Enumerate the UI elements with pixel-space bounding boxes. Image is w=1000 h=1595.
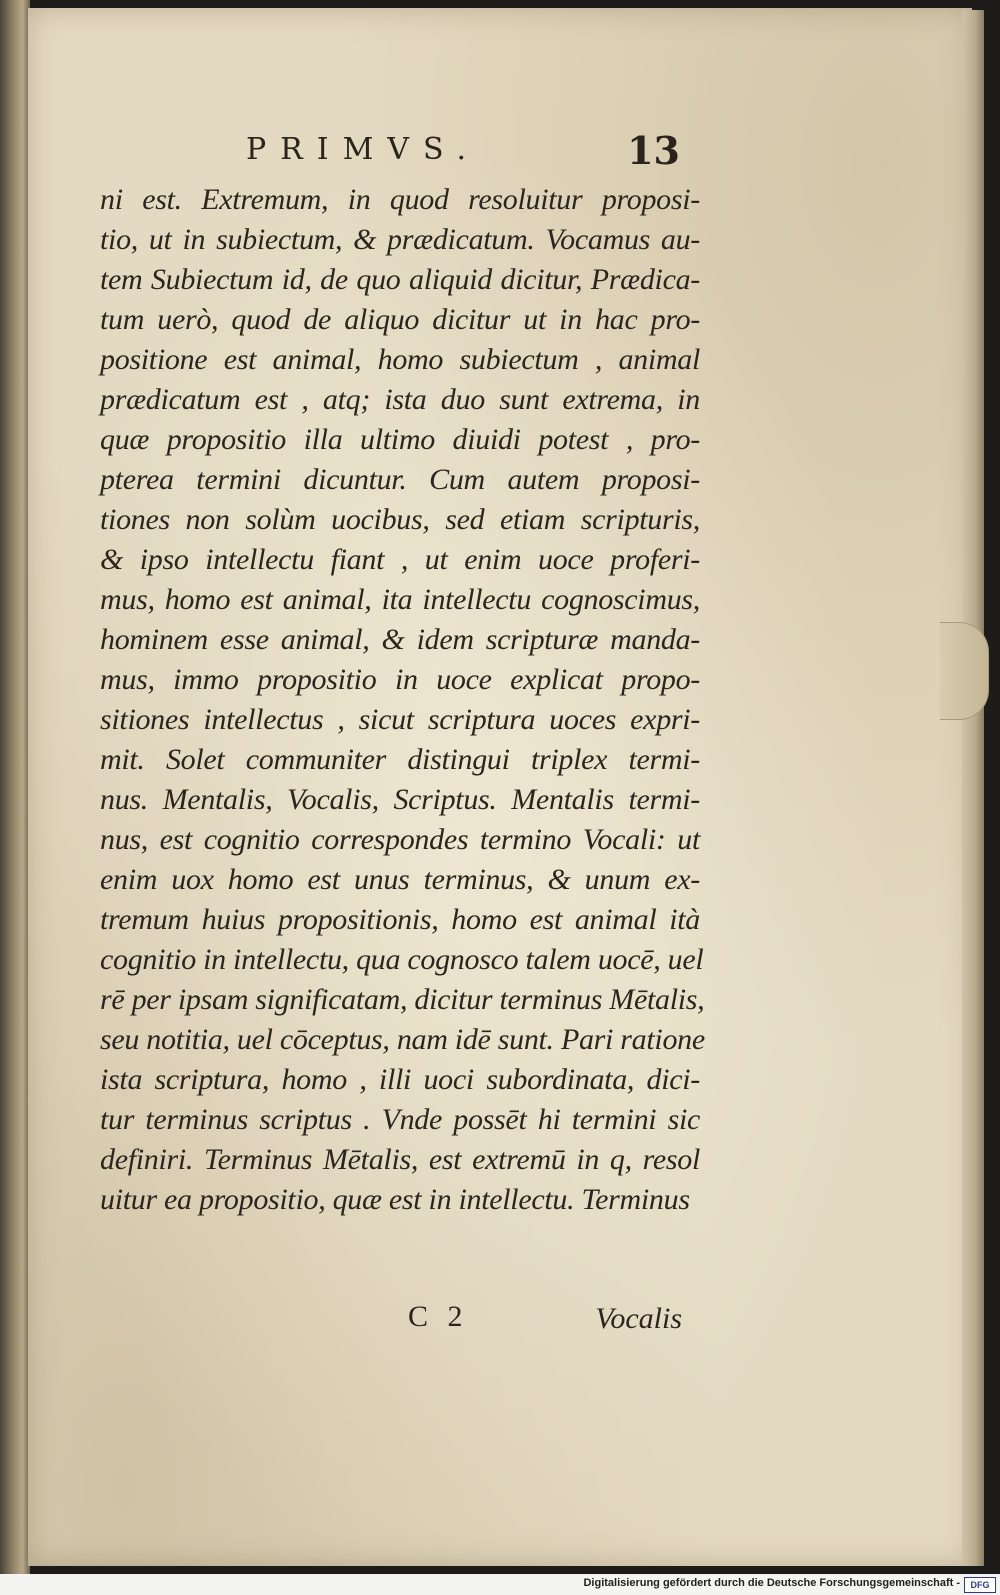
text-line: mit. Solet communiter distingui triplex termi- — [100, 743, 700, 776]
running-head: PRIMVS. — [246, 132, 481, 167]
text-line: hominem esse animal, & idem scripturæ manda- — [100, 623, 700, 656]
text-line: tiones non solùm uocibus, sed etiam scripturis, — [100, 503, 700, 536]
text-line: cognitio in intellectu, qua cognosco talem uocē, uel — [100, 943, 704, 976]
text-line: tur terminus scriptus . Vnde possēt hi termini sic — [100, 1103, 700, 1136]
text-line: ni est. Extremum, in quod resoluitur proposi- — [100, 183, 700, 216]
book-left-edge — [0, 0, 30, 1574]
text-line: enim uox homo est unus terminus, & unum ex- — [100, 863, 700, 896]
text-line: pterea termini dicuntur. Cum autem proposi- — [100, 463, 700, 496]
page-number: 13 — [627, 128, 680, 173]
page-header — [240, 128, 680, 172]
text-line: mus, homo est animal, ita intellectu cognoscimus, — [100, 583, 700, 616]
credit-bar — [0, 1574, 1000, 1595]
text-line: definiri. Terminus Mētalis, est extremū in q, resol — [100, 1143, 700, 1176]
page-tab-clip — [940, 622, 989, 720]
body-text — [100, 180, 705, 1220]
signature-mark: C 2 — [408, 1300, 469, 1333]
credit-text: Digitalisierung gefördert durch die Deutsche Forschungsgemeinschaft - — [583, 1577, 960, 1589]
text-line: sitiones intellectus , sicut scriptura uoces expri- — [100, 703, 700, 736]
text-line: seu notitia, uel cōceptus, nam idē sunt. Pari ratione — [100, 1023, 705, 1056]
text-line: rē per ipsam significatam, dicitur terminus Mētalis, — [100, 983, 705, 1016]
book-fore-edge — [962, 10, 984, 1566]
text-line: tem Subiectum id, de quo aliquid dicitur, Prædica- — [100, 263, 700, 296]
text-line: & ipso intellectu fiant , ut enim uoce proferi- — [100, 543, 700, 576]
text-line: tum uerò, quod de aliquo dicitur ut in hac pro- — [100, 303, 700, 336]
dfg-logo: DFG — [964, 1577, 996, 1593]
text-line: ista scriptura, homo , illi uoci subordinata, dici- — [100, 1063, 700, 1096]
text-line: positione est animal, homo subiectum , animal — [100, 343, 700, 376]
text-line: quæ propositio illa ultimo diuidi potest , pro- — [100, 423, 700, 456]
text-line: tremum huius propositionis, homo est animal ità — [100, 903, 700, 936]
text-line: uitur ea propositio, quæ est in intellectu. Terminus — [100, 1183, 690, 1216]
text-line: nus, est cognitio correspondes termino Vocali: ut — [100, 823, 700, 856]
text-line: nus. Mentalis, Vocalis, Scriptus. Mentalis termi- — [100, 783, 700, 816]
text-line: tio, ut in subiectum, & prædicatum. Vocamus au- — [100, 223, 700, 256]
text-line: prædicatum est , atq; ista duo sunt extrema, in — [100, 383, 700, 416]
page-footer — [100, 1300, 700, 1340]
text-line: mus, immo propositio in uoce explicat propo- — [100, 663, 700, 696]
catchword: Vocalis — [595, 1302, 682, 1335]
